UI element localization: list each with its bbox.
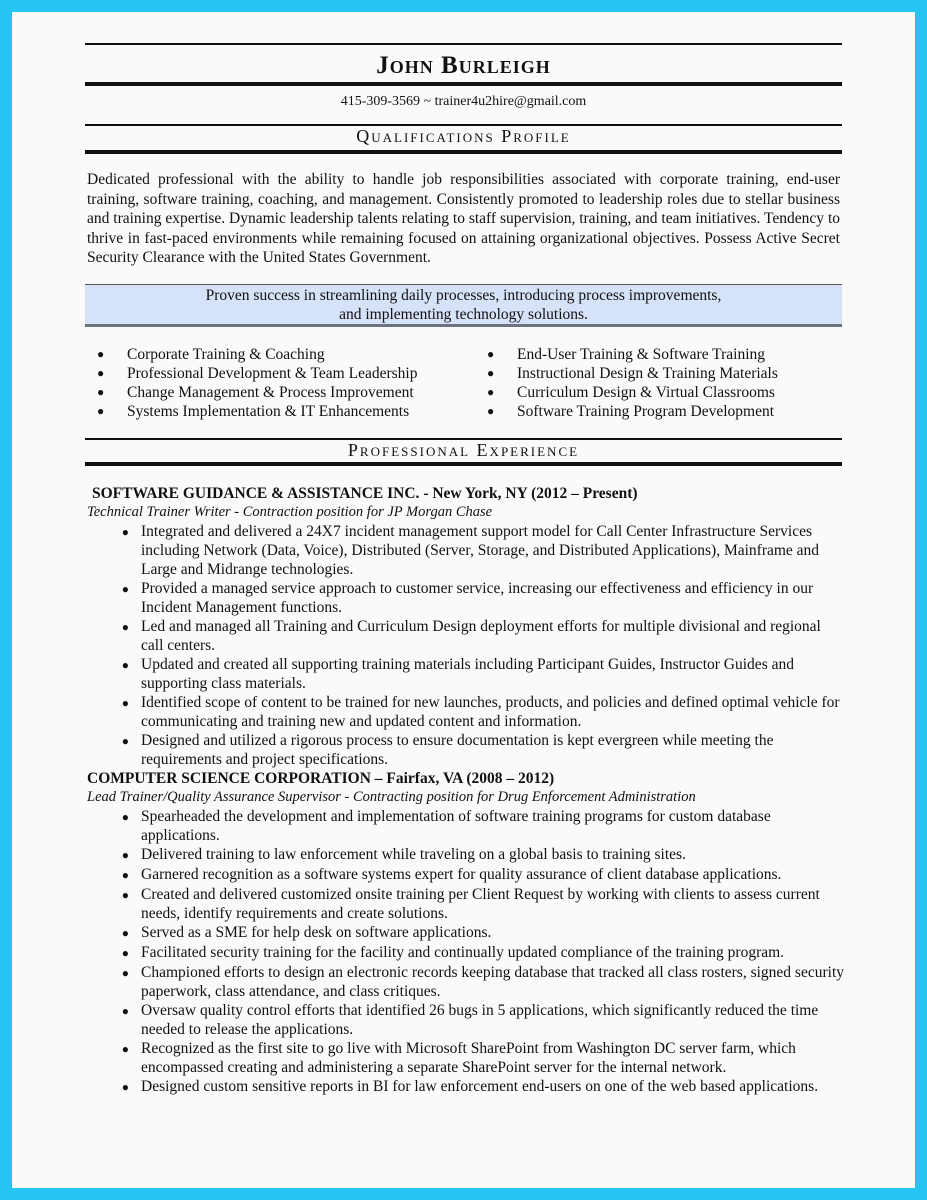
bullet-icon: ● bbox=[121, 966, 129, 980]
skill-item: ● Curriculum Design & Virtual Classrooms bbox=[487, 384, 775, 401]
bullet-icon: ● bbox=[487, 404, 495, 418]
skills-list bbox=[97, 345, 827, 421]
bullet-icon: ● bbox=[121, 1080, 129, 1094]
bullet-icon: ● bbox=[121, 848, 129, 862]
list-item: ● Identified scope of content to be trained for new launches, products, and policies and defined optimal vehicle for communicating and training new and updated content and information. bbox=[87, 693, 847, 731]
contact-line bbox=[85, 94, 842, 110]
list-item: ● Championed efforts to design an electronic records keeping database that tracked all class rosters, signed security paperwork, class attendance, and class critiques. bbox=[87, 963, 847, 1001]
list-item: ● Recognized as the first site to go live with Microsoft SharePoint from Washington DC server farm, which encompassed creating and administering a separate SharePoint server for the internal network. bbox=[87, 1039, 847, 1077]
separator: ~ bbox=[423, 94, 432, 109]
banner-line-1: Proven success in streamlining daily processes, introducing process improvements, bbox=[205, 287, 722, 304]
resume-page bbox=[12, 12, 915, 1188]
bullet-icon: ● bbox=[487, 366, 495, 380]
bullet-icon: ● bbox=[97, 404, 105, 418]
section-title-qualifications: Qualifications Profile bbox=[356, 126, 571, 146]
list-item: ● Spearheaded the development and implementation of software training programs for custom database applications. bbox=[87, 807, 847, 845]
candidate-name: John Burleigh bbox=[376, 52, 551, 79]
bullet-icon: ● bbox=[121, 926, 129, 940]
bullet-icon: ● bbox=[121, 525, 129, 539]
job-role: Lead Trainer/Quality Assurance Supervisor - Contracting position for Drug Enforcement Administration bbox=[87, 789, 696, 805]
company-name: COMPUTER SCIENCE CORPORATION bbox=[87, 770, 371, 787]
highlight-banner bbox=[85, 284, 842, 327]
bullet-icon: ● bbox=[121, 946, 129, 960]
bullet-icon: ● bbox=[121, 658, 129, 672]
skill-item: ● Software Training Program Development bbox=[487, 403, 775, 420]
list-item: ● Led and managed all Training and Curriculum Design deployment efforts for multiple divisional and regional call centers. bbox=[87, 617, 847, 655]
bullet-icon: ● bbox=[97, 366, 105, 380]
company-name: SOFTWARE GUIDANCE & ASSISTANCE INC. bbox=[92, 485, 420, 502]
skill-item: ● Professional Development & Team Leadership bbox=[97, 365, 418, 382]
skills-column-right bbox=[487, 345, 827, 421]
job-location-dates: - New York, NY (2012 – Present) bbox=[423, 485, 638, 502]
job-location-dates: – Fairfax, VA (2008 – 2012) bbox=[374, 770, 555, 787]
list-item: ● Designed custom sensitive reports in BI for law enforcement end-users on one of the web based applications. bbox=[87, 1077, 847, 1097]
list-item: ● Integrated and delivered a 24X7 incident management support model for Call Center Infrastructure Services including Network (Data, Voice), Distributed (Server, Storage, and Distributed Applications), Mainframe and Large and Midrange technologies. bbox=[87, 522, 847, 579]
job-role: Technical Trainer Writer - Contraction position for JP Morgan Chase bbox=[87, 504, 493, 520]
list-item: ● Provided a managed service approach to customer service, increasing our effectiveness and efficiency in our Incident Management functions. bbox=[87, 579, 847, 617]
bullet-icon: ● bbox=[121, 734, 129, 748]
bullet-icon: ● bbox=[97, 385, 105, 399]
phone: 415-309-3569 bbox=[340, 94, 421, 109]
job-entry bbox=[87, 484, 847, 1097]
divider bbox=[85, 43, 842, 45]
bullet-icon: ● bbox=[121, 868, 129, 882]
skill-item: ● End-User Training & Software Training bbox=[487, 346, 765, 363]
bullet-icon: ● bbox=[121, 620, 129, 634]
job-heading bbox=[87, 769, 847, 788]
bullet-icon: ● bbox=[121, 582, 129, 596]
divider bbox=[85, 150, 842, 154]
email-link[interactable]: trainer4u2hire@gmail.com bbox=[434, 94, 587, 109]
skill-item: ● Systems Implementation & IT Enhancements bbox=[97, 403, 410, 420]
bullet-icon: ● bbox=[121, 1004, 129, 1018]
section-title-experience: Professional Experience bbox=[347, 440, 580, 460]
divider bbox=[85, 462, 842, 466]
skills-column-left bbox=[97, 345, 487, 421]
profile-summary: Dedicated professional with the ability to handle job responsibilities associated with corporate training, end-user training, software training, coaching, and management. Consistently promoted to leadership roles due to stellar business and training expertise. Dynamic leadership talents relating to staff supervision, training, and team initiatives. Tendency to thrive in fast-paced environments while remaining focused on attaining organizational objectives. Possess Active Secret Security Clearance with the United States Government. bbox=[87, 171, 840, 266]
job-bullets bbox=[87, 807, 847, 1097]
bullet-icon: ● bbox=[97, 347, 105, 361]
list-item: ● Created and delivered customized onsite training per Client Request by working with clients to assess current needs, identify requirements and create solutions. bbox=[87, 885, 847, 923]
skill-item: ● Corporate Training & Coaching bbox=[97, 346, 325, 363]
bullet-icon: ● bbox=[121, 888, 129, 902]
list-item: ● Facilitated security training for the facility and continually updated compliance of the training program. bbox=[87, 943, 847, 963]
bullet-icon: ● bbox=[121, 1042, 129, 1056]
list-item: ● Served as a SME for help desk on software applications. bbox=[87, 923, 847, 943]
bullet-icon: ● bbox=[121, 696, 129, 710]
list-item: ● Oversaw quality control efforts that identified 26 bugs in 5 applications, which significantly reduced the time needed to release the applications. bbox=[87, 1001, 847, 1039]
list-item: ● Designed and utilized a rigorous process to ensure documentation is kept evergreen while meeting the requirements and project specifications. bbox=[87, 731, 847, 769]
job-bullets bbox=[87, 522, 847, 769]
skill-item: ● Change Management & Process Improvement bbox=[97, 384, 414, 401]
divider bbox=[85, 82, 842, 86]
banner-line-2: and implementing technology solutions. bbox=[339, 306, 588, 323]
list-item: ● Delivered training to law enforcement while traveling on a global basis to training sites. bbox=[87, 845, 847, 865]
list-item: ● Updated and created all supporting training materials including Participant Guides, Instructor Guides and supporting class materials. bbox=[87, 655, 847, 693]
bullet-icon: ● bbox=[487, 385, 495, 399]
bullet-icon: ● bbox=[487, 347, 495, 361]
job-heading bbox=[87, 484, 847, 503]
list-item: ● Garnered recognition as a software systems expert for quality assurance of client database applications. bbox=[87, 865, 847, 885]
skill-item: ● Instructional Design & Training Materials bbox=[487, 365, 778, 382]
bullet-icon: ● bbox=[121, 810, 129, 824]
